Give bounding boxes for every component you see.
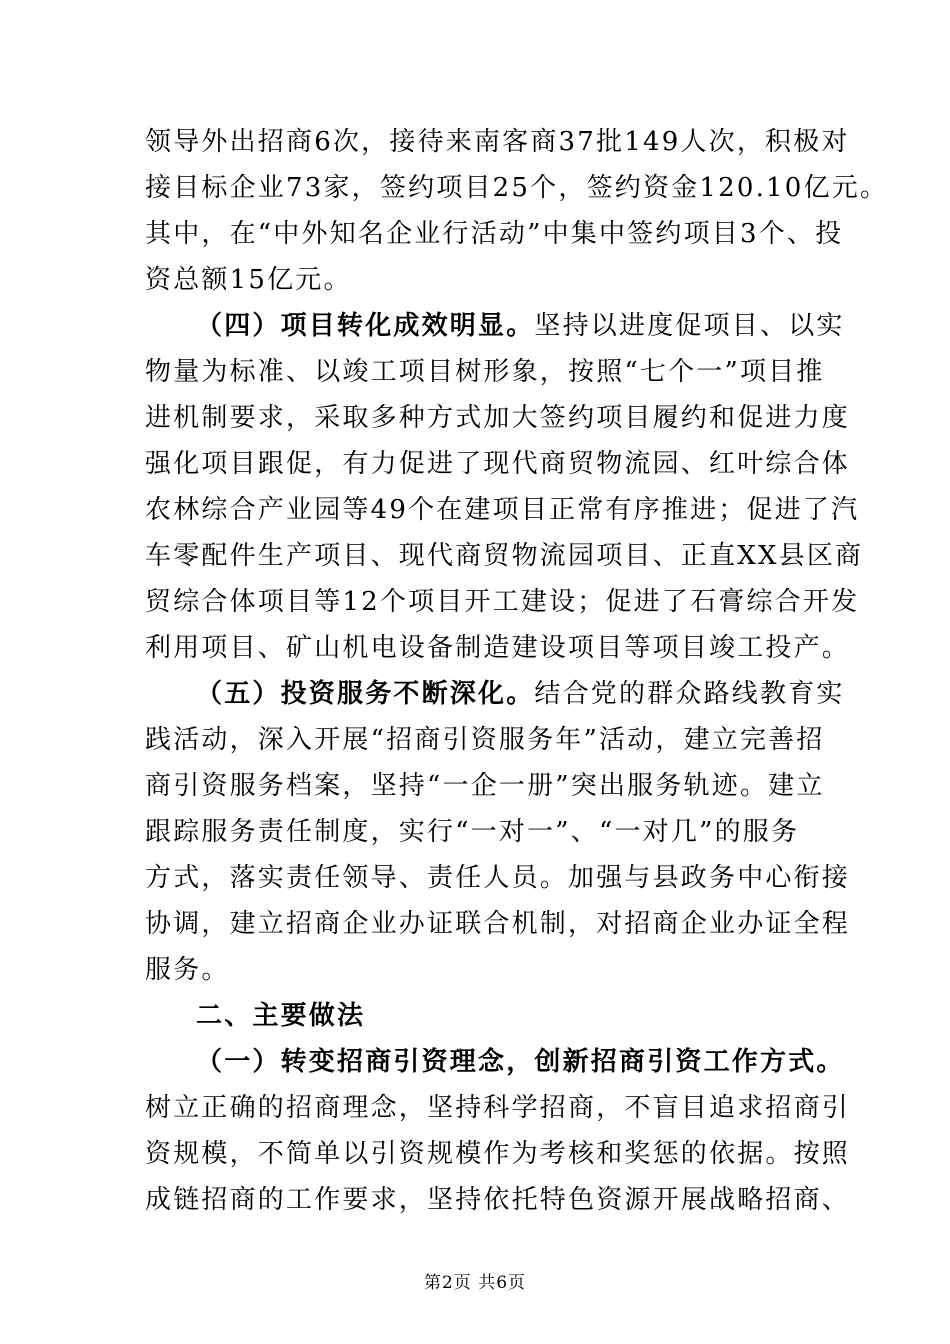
body-text-line: 践活动，深入开展“招商引资服务年”活动，建立完善招 — [145, 725, 825, 755]
body-text-line: 接目标企业73家，签约项目25个，签约资金120.10亿元。 — [145, 173, 889, 203]
paragraph-first-line — [196, 304, 845, 348]
body-text-line: 领导外出招商6次，接待来南客商37批149人次，积极对 — [145, 127, 850, 157]
paragraph-heading: （一）转变招商引资理念，创新招商引资工作方式。 — [196, 1047, 845, 1077]
body-text-line: 方式，落实责任领导、责任人员。加强与县政务中心衔接 — [145, 863, 851, 893]
paragraph-text: 坚持以进度促项目、以实 — [534, 311, 845, 341]
body-text-line: 强化项目跟促，有力促进了现代商贸物流园、红叶综合体 — [145, 449, 851, 479]
body-text-line: 跟踪服务责任制度，实行“一对一”、“一对几”的服务 — [145, 817, 800, 847]
page-number-footer: 第2页 共6页 — [423, 1273, 527, 1293]
body-text-line: 利用项目、矿山机电设备制造建设项目等项目竣工投产。 — [145, 633, 851, 663]
body-text-line: 进机制要求，采取多种方式加大签约项目履约和促进力度 — [145, 403, 851, 433]
paragraph-heading: （四）项目转化成效明显。 — [196, 311, 535, 341]
body-text-line: 资规模，不简单以引资规模作为考核和奖惩的依据。按照 — [145, 1139, 851, 1169]
body-text-line: 服务。 — [145, 955, 230, 985]
paragraph-first-line — [196, 672, 845, 716]
body-text-line: 农林综合产业园等49个在建项目正常有序推进；促进了汽 — [145, 495, 860, 525]
body-text-line: 商引资服务档案，坚持“一企一册”突出服务轨迹。建立 — [145, 771, 825, 801]
paragraph-heading: （五）投资服务不断深化。 — [196, 679, 535, 709]
body-text-line: 资总额15亿元。 — [145, 265, 352, 295]
body-text-line: 协调，建立招商企业办证联合机制，对招商企业办证全程 — [145, 909, 851, 939]
section-title: 二、主要做法 — [196, 1001, 366, 1031]
body-text-line: 树立正确的招商理念，坚持科学招商，不盲目追求招商引 — [145, 1093, 851, 1123]
body-text-line: 其中，在“中外知名企业行活动”中集中签约项目3个、投 — [145, 219, 844, 249]
body-text-line: 成链招商的工作要求，坚持依托特色资源开展战略招商、 — [145, 1185, 851, 1215]
paragraph-text: 结合党的群众路线教育实 — [534, 679, 845, 709]
body-text-line: 物量为标准、以竣工项目树形象，按照“七个一”项目推 — [145, 357, 825, 387]
body-text-line: 贸综合体项目等12个项目开工建设；促进了石膏综合开发 — [145, 587, 860, 617]
body-text-line: 车零配件生产项目、现代商贸物流园项目、正直XX县区商 — [145, 541, 864, 571]
